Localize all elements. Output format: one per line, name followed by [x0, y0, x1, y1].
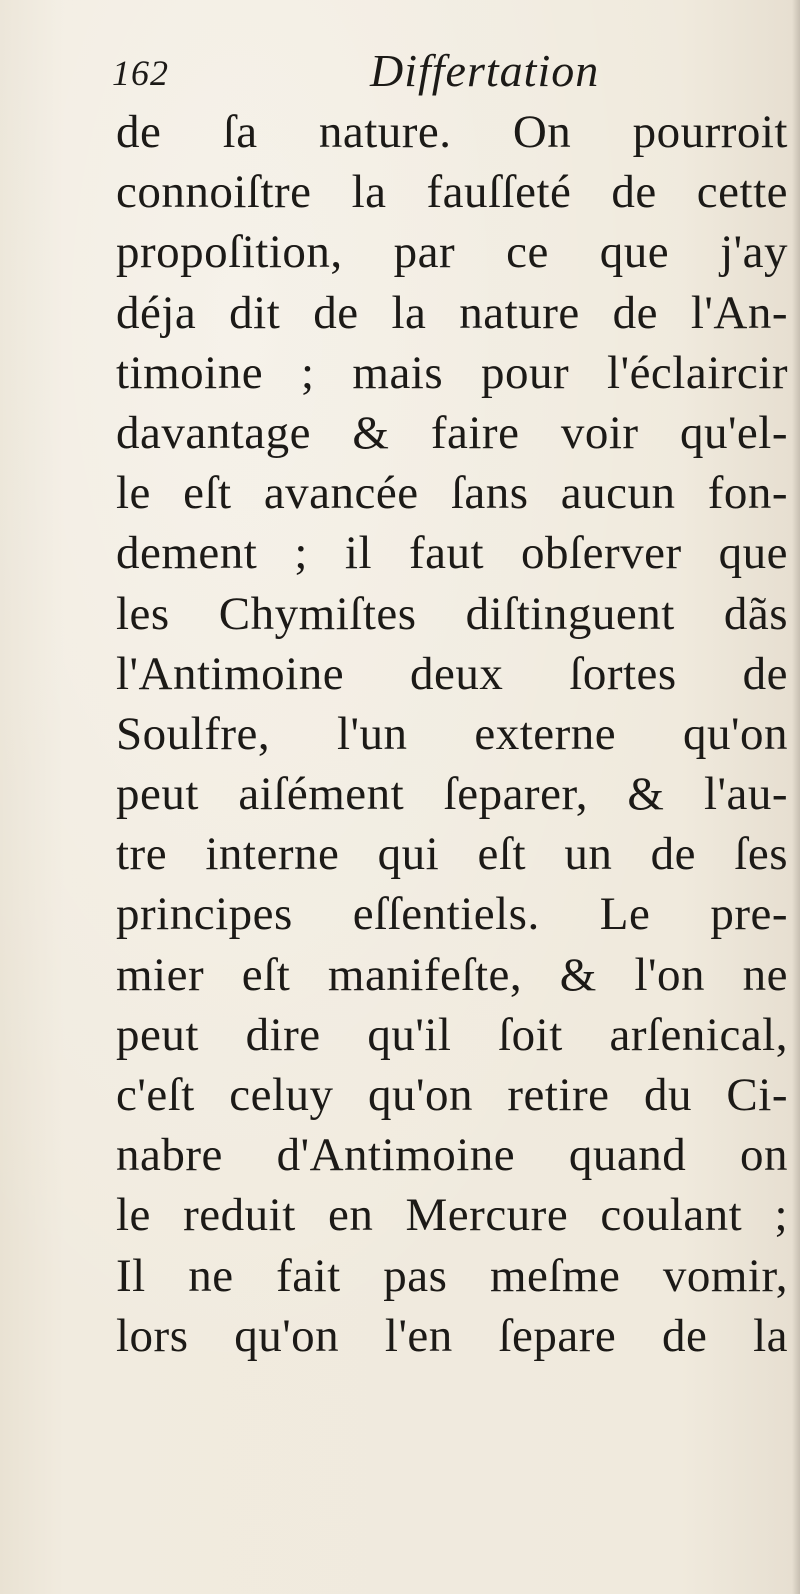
text-line: le reduit en Mercure coulant ; — [116, 1189, 788, 1242]
text-line: propoſition, par ce que j'ay — [116, 226, 788, 279]
page-number: 162 — [112, 53, 169, 93]
text-line: Il ne fait pas meſme vomir, — [116, 1249, 788, 1302]
text-line: de ſa nature. On pourroit — [116, 106, 788, 158]
text-line: Soulfre, l'un externe qu'on — [116, 707, 788, 760]
running-title: Differtation — [370, 45, 600, 96]
text-line: connoiſtre la fauſſeté de cette — [116, 166, 788, 219]
text-line: peut dire qu'il ſoit arſenical, — [116, 1008, 788, 1061]
text-line: mier eſt manifeſte, & l'on ne — [116, 948, 788, 1001]
text-line: le eſt avancée ſans aucun fon- — [116, 467, 788, 520]
text-line: principes eſſentiels. Le pre- — [116, 888, 788, 941]
body-text — [116, 102, 788, 1366]
text-line: peut aiſément ſeparer, & l'au- — [116, 768, 788, 821]
text-line: timoine ; mais pour l'éclaircir — [116, 346, 788, 399]
text-line: les Chymiſtes diſtinguent dãs — [116, 587, 788, 640]
text-line: lors qu'on l'en ſepare de la — [116, 1309, 788, 1362]
text-line: c'eſt celuy qu'on retire du Ci- — [116, 1069, 788, 1121]
running-head — [112, 42, 672, 102]
text-line: davantage & faire voir qu'el- — [116, 406, 788, 459]
page-gutter-shadow — [792, 0, 800, 1594]
text-line: déja dit de la nature de l'An- — [116, 286, 788, 339]
text-line: nabre d'Antimoine quand on — [116, 1129, 788, 1182]
text-line: dement ; il faut obſerver que — [116, 527, 788, 580]
text-line: l'Antimoine deux ſortes de — [116, 647, 788, 700]
text-line: tre interne qui eſt un de ſes — [116, 828, 788, 881]
